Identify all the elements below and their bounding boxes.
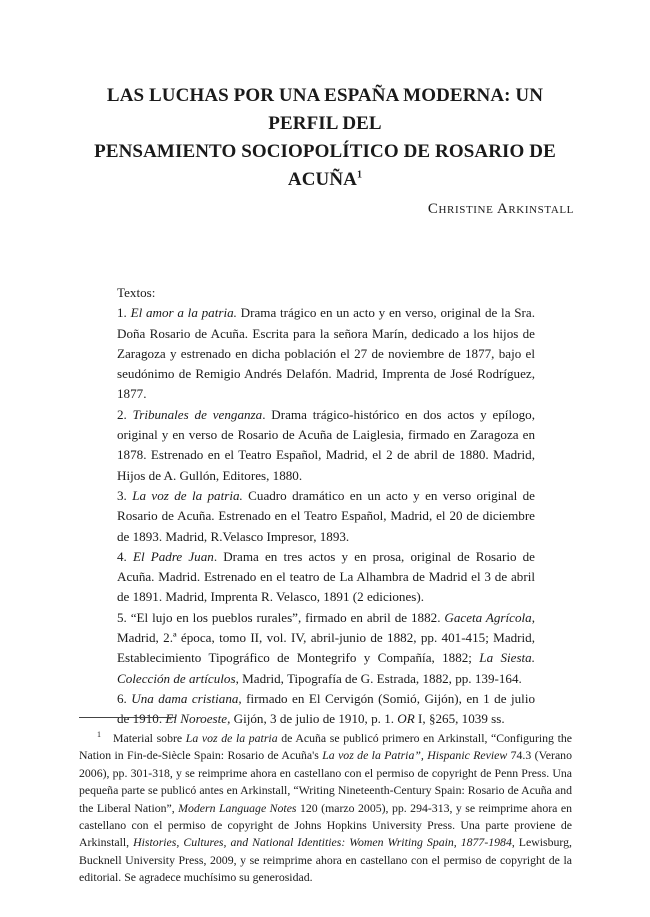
item-text: Drama trágico en un acto y en verso, original de la Sra. Doña Rosario de Acuña. Escrita para la señora Marín, dedicado a los hijos de Zaragoza y estrenado en dicha población el 27 de noviembre de 1877, bajo el seudónimo de Remigio Andrés Delafón. Madrid, Imprenta de José Rodríguez, 1877.: [117, 305, 535, 402]
item-text: , firmado en El Cervigón (Somió, Gijón), en 1 de julio de 1910.: [117, 690, 536, 727]
footnote-italic: Histories, Cultures, and National Identities: Women Writing Spain, 1877-1984: [133, 835, 512, 850]
item-text: , Gijón, 3 de julio de 1910, p. 1.: [227, 711, 398, 727]
footnote-segment: Material sobre: [113, 731, 186, 745]
title-line-2-text: PENSAMIENTO SOCIOPOLÍTICO DE ROSARIO DE ACUÑA: [94, 141, 556, 190]
item-number: 2.: [117, 406, 127, 422]
item-title: Gaceta Agrícola: [444, 609, 532, 625]
textos-list: [117, 283, 535, 730]
item-number: 4.: [117, 548, 127, 564]
text-item-4: [117, 547, 535, 608]
footnote-italic: Modern Language Notes: [178, 800, 297, 815]
item-title: La voz de la patria.: [132, 487, 243, 503]
textos-heading: Textos:: [117, 285, 156, 300]
footnote-mark: 1: [97, 730, 101, 740]
item-text: . Drama trágico-histórico en dos actos y epílogo, original y en verso de Rosario de Acuña de Laiglesia, firmado en Zaragoza en 1878. Estrenado en el Teatro Español, Madrid, el 2 de abril de 1880. Madrid, Hijos de A. Gullón, Editores, 1880.: [117, 406, 535, 483]
item-text: I, §265, 1039 ss.: [414, 711, 505, 727]
footnote-segment: de Acuña se publicó primero en Arkinstall, “Configuring the Nation in Fin-de-Siècle Spain: Rosario de Acuña's: [79, 731, 572, 763]
item-text: “El lujo en los pueblos rurales”, firmado en abril de 1882.: [126, 609, 445, 625]
item-number: 1.: [117, 305, 127, 321]
article-title: [80, 82, 570, 194]
footnote-segment: 120 (marzo 2005), pp. 294-313, y se reimprime ahora en castellano con el permiso de copyright de Johns Hopkins University Press. Una parte proviene de Arkinstall,: [79, 800, 572, 850]
title-footnote-mark[interactable]: 1: [357, 169, 363, 181]
item-title: El Noroeste: [165, 711, 228, 727]
author-name: Christine Arkinstall: [427, 201, 574, 217]
text-item-6: [117, 689, 535, 730]
item-title: Una dama cristiana: [131, 690, 239, 706]
text-item-1: [117, 303, 535, 404]
text-item-3: [117, 486, 535, 547]
footnote: [79, 730, 572, 887]
footnote-text: [79, 730, 572, 887]
text-item-5: [117, 608, 535, 689]
item-title: OR: [397, 711, 415, 727]
item-text: Cuadro dramático en un acto y en verso original de Rosario de Acuña. Estrenado en el Teatro Español, Madrid, el 20 de diciembre de 1893. Madrid, R.Velasco Impresor, 1893.: [117, 487, 535, 544]
item-text: , Madrid, 2.ª época, tomo II, vol. IV, abril-junio de 1882, pp. 401-415; Madrid, Establecimiento Tipográfico de Montegrifo y Compañía, 1882;: [117, 609, 535, 666]
footnote-segment: 74.3 (Verano 2006), pp. 301-318, y se reimprime ahora en castellano con el permiso de copyright de Penn Press. Una pequeña parte se publicó antes en Arkinstall, “Writing Nineteenth-Century Spain: Rosario de Acuña and the Liberal Nation”,: [79, 748, 572, 815]
item-title: El Padre Juan: [132, 548, 214, 564]
item-number: 3.: [117, 487, 127, 503]
item-title: Tribunales de venganza: [132, 406, 263, 422]
title-line-2: [80, 138, 570, 194]
item-title: La Siesta. Colección de artículos: [117, 650, 535, 686]
item-text: . Drama en tres actos y en prosa, original de Rosario de Acuña. Madrid. Estrenado en el teatro de La Alhambra de Madrid el 3 de abril de 1891. Madrid, Imprenta R. Velasco, 1891 (2 ediciones).: [117, 548, 535, 605]
footnote-divider: [79, 717, 175, 718]
footnote-italic: La voz de la Patria”, Hispanic Review: [322, 748, 508, 763]
title-line-1: LAS LUCHAS POR UNA ESPAÑA MODERNA: UN PERFIL DEL: [106, 85, 544, 134]
item-number: 6.: [117, 690, 127, 706]
item-title: El amor a la patria.: [130, 305, 237, 321]
item-text: , Madrid, Tipografía de G. Estrada, 1882, pp. 139-164.: [235, 670, 522, 686]
item-number: 5.: [117, 609, 127, 625]
text-item-2: [117, 405, 535, 486]
footnote-segment: , Lewisburg, Bucknell University Press, 2009, y se reimprime ahora en castellano con el permiso de copyright de la editorial. Se agradece muchísimo su generosidad.: [79, 835, 572, 885]
footnote-italic: La voz de la patria: [185, 731, 278, 745]
